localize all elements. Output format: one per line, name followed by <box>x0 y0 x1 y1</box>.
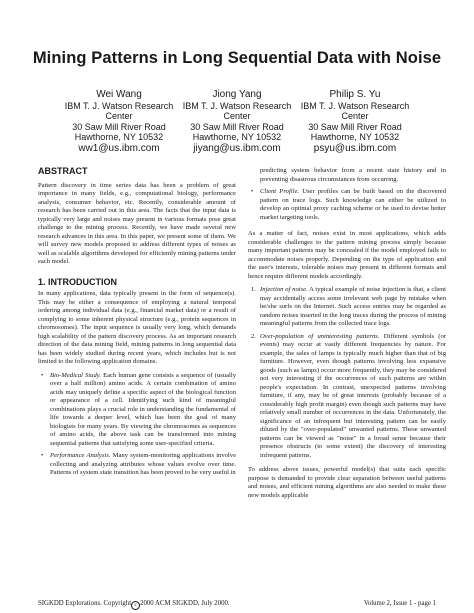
abstract-heading: ABSTRACT <box>38 166 88 176</box>
author-block-1 <box>60 90 178 154</box>
list-item-term: Injection of noise. <box>260 286 308 293</box>
list-item <box>38 452 236 478</box>
author-email[interactable]: ww1@us.ibm.com <box>78 142 160 154</box>
introduction-heading: 1. INTRODUCTION <box>38 276 118 287</box>
address-paragraph: To address above issues, powerful model(s) that suits each specific purpose is demanded to provide clear separation between useful patterns and noises, and efficient mining algorithms are also needed to make these new models applicable <box>248 466 446 499</box>
bullet-icon: • <box>251 188 254 195</box>
noise-type-list <box>248 286 446 460</box>
author-affiliation: IBM T. J. Watson Research <box>300 100 410 111</box>
list-number: 1. <box>251 286 256 293</box>
footer-copyright: Copyright <box>103 600 132 607</box>
bullet-icon: • <box>41 452 44 459</box>
author-address-2: Hawthorne, NY 10532 <box>192 132 282 142</box>
list-item-text: A typical example of noise injection is that, a client may accidentally access some irrelevant web page by mistake when he/she surfs on the Internet. Such access entries may be regarded as random noises inserted in the long traces during the process of mining meaningful patterns from the collected trace logs. <box>260 286 446 327</box>
author-block-2 <box>178 90 296 154</box>
footer-right: Volume 2, Issue 1 - page 1 <box>363 600 436 607</box>
author-affiliation: IBM T. J. Watson Research <box>64 100 174 111</box>
list-item <box>38 372 236 449</box>
list-item-term: Over-population of uninteresting patterns. <box>260 332 380 340</box>
list-item-text: Different symbols (or events) may occur at vastly different frequencies by nature. For example, the sales of lamps is typically much higher than that of big furniture. However, even though patterns involving less expansive goods (such as lamps) occur more frequently, they may be considered not very interesting if the occurrences of such patterns are within people's expectation. In contrast, unexpected patterns involving furniture, if any, may be of great interests (probably because of a considerably high profit margin) even though such patterns may have relatively small number of occurrences in the data. Unfortunately, the significance of an infrequent but interesting pattern can be easily diluted by the "over-populated" unwanted patterns. These unwanted patterns can be viewed as "noise" in a broad sense because their presence obstructs (to some extent) the discovery of interesting infrequent patterns. <box>260 332 446 459</box>
footer-left <box>38 600 230 610</box>
author-name: Philip S. Yu <box>329 89 381 100</box>
author-block-3 <box>296 90 414 154</box>
noise-paragraph: As a matter of fact, noises exist in most applications, which adds considerable challenges to the pattern mining process simply because many important patterns may be concealed if the model employed fails to accommodate noises properly. Depending on the type of application and the user's interests, tolerable noises may present in different formats and hence require different models accordingly. <box>248 230 446 280</box>
author-affiliation-2: Center <box>223 111 251 121</box>
author-email[interactable]: psyu@us.ibm.com <box>313 142 397 154</box>
author-name: Jiong Yang <box>212 89 262 100</box>
author-address-1: 30 Saw Mill River Road <box>72 121 166 132</box>
author-address-2: Hawthorne, NY 10532 <box>74 132 164 142</box>
left-column <box>38 167 236 478</box>
application-list <box>38 372 236 478</box>
list-number: 2. <box>251 332 256 340</box>
author-name: Wei Wang <box>96 89 142 100</box>
author-affiliation: IBM T. J. Watson Research <box>182 100 292 111</box>
continued-text: predicting system behavior from a recent state history and in preventing disastrous circumstances from occurring. <box>260 167 446 183</box>
footer-venue: SIGKDD Explorations. <box>38 600 102 607</box>
list-item <box>248 188 446 222</box>
author-affiliation-2: Center <box>341 111 369 121</box>
footer-date: 2000 ACM SIGKDD, July 2000. <box>140 600 230 607</box>
author-address-1: 30 Saw Mill River Road <box>308 121 402 132</box>
list-item-term: Client Profile. <box>260 188 300 195</box>
introduction-paragraph: In many applications, data typically present in the form of sequence(s). This may be either a consequence of employing a natural temporal ordering among individual data (e.g., financial market data) or a result of complying to some inherent physical structure (e.g., protein sequences in chromosomes). The input sequence is usually very long, which demands high scalability of the pattern discovery process. As an important research direction of the data mining field, mining patterns in long sequential data has been widely studied during recent years, which includes but is not limited to the following application domains. <box>38 290 236 365</box>
client-list <box>248 188 446 222</box>
copyright-icon: c <box>131 601 140 610</box>
right-column <box>248 167 446 500</box>
author-address-1: 30 Saw Mill River Road <box>190 121 284 132</box>
list-item-term: Bio-Medical Study. <box>50 371 101 379</box>
bullet-icon: • <box>41 371 44 379</box>
author-email[interactable]: jiyang@us.ibm.com <box>193 142 281 154</box>
author-affiliation-2: Center <box>105 111 133 121</box>
list-item <box>248 333 446 461</box>
author-address-2: Hawthorne, NY 10532 <box>310 132 400 142</box>
list-item-text: User profiles can be built based on the discovered pattern on trace logs. Such knowledge can either be utilized to develop an optimal proxy caching scheme or be used to devise better market targeting tools. <box>260 188 446 221</box>
abstract-text: Pattern discovery in time series data has been a problem of great importance in many fields, e.g., computational biology, performance analysis, consumer behavior, etc. Recently, considerable amount of research has been carried out in this area. The facts that the input data is typically very large and noises may present in various formats pose great challenge to the mining process. Recently, we have made several new research advances in this area. In this paper, we present some of them. We will survey new models proposed to address different types of noises as well as scalable algorithms developed for efficiently mining patterns under each model. <box>38 181 236 265</box>
list-item-text: Many system-monitoring applications involve collecting and analyzing attributes whose values evolve over time. Patterns of system state transition has been proved to be very useful in <box>50 452 236 476</box>
list-item-term: Performance Analysis. <box>50 452 111 459</box>
list-item-text: Each human gene consists a sequence of (usually over a half million) amino acids. A certain combination of amino acids may uniquely define a specific aspect of the biological function or appearance of a cell. Identifying such kind of meaningful combinations plays a crucial role in understanding the fundamental of life towards a deeper level, which has been the goal of many biologists for many years. By viewing the chromosomes as sequences of amino acids, the above task can be transformed into mining sequential patterns that satisfying some user-specified criteria. <box>50 371 236 447</box>
paper-title: Mining Patterns in Long Sequential Data with Noise <box>32 49 442 67</box>
list-item <box>248 286 446 329</box>
